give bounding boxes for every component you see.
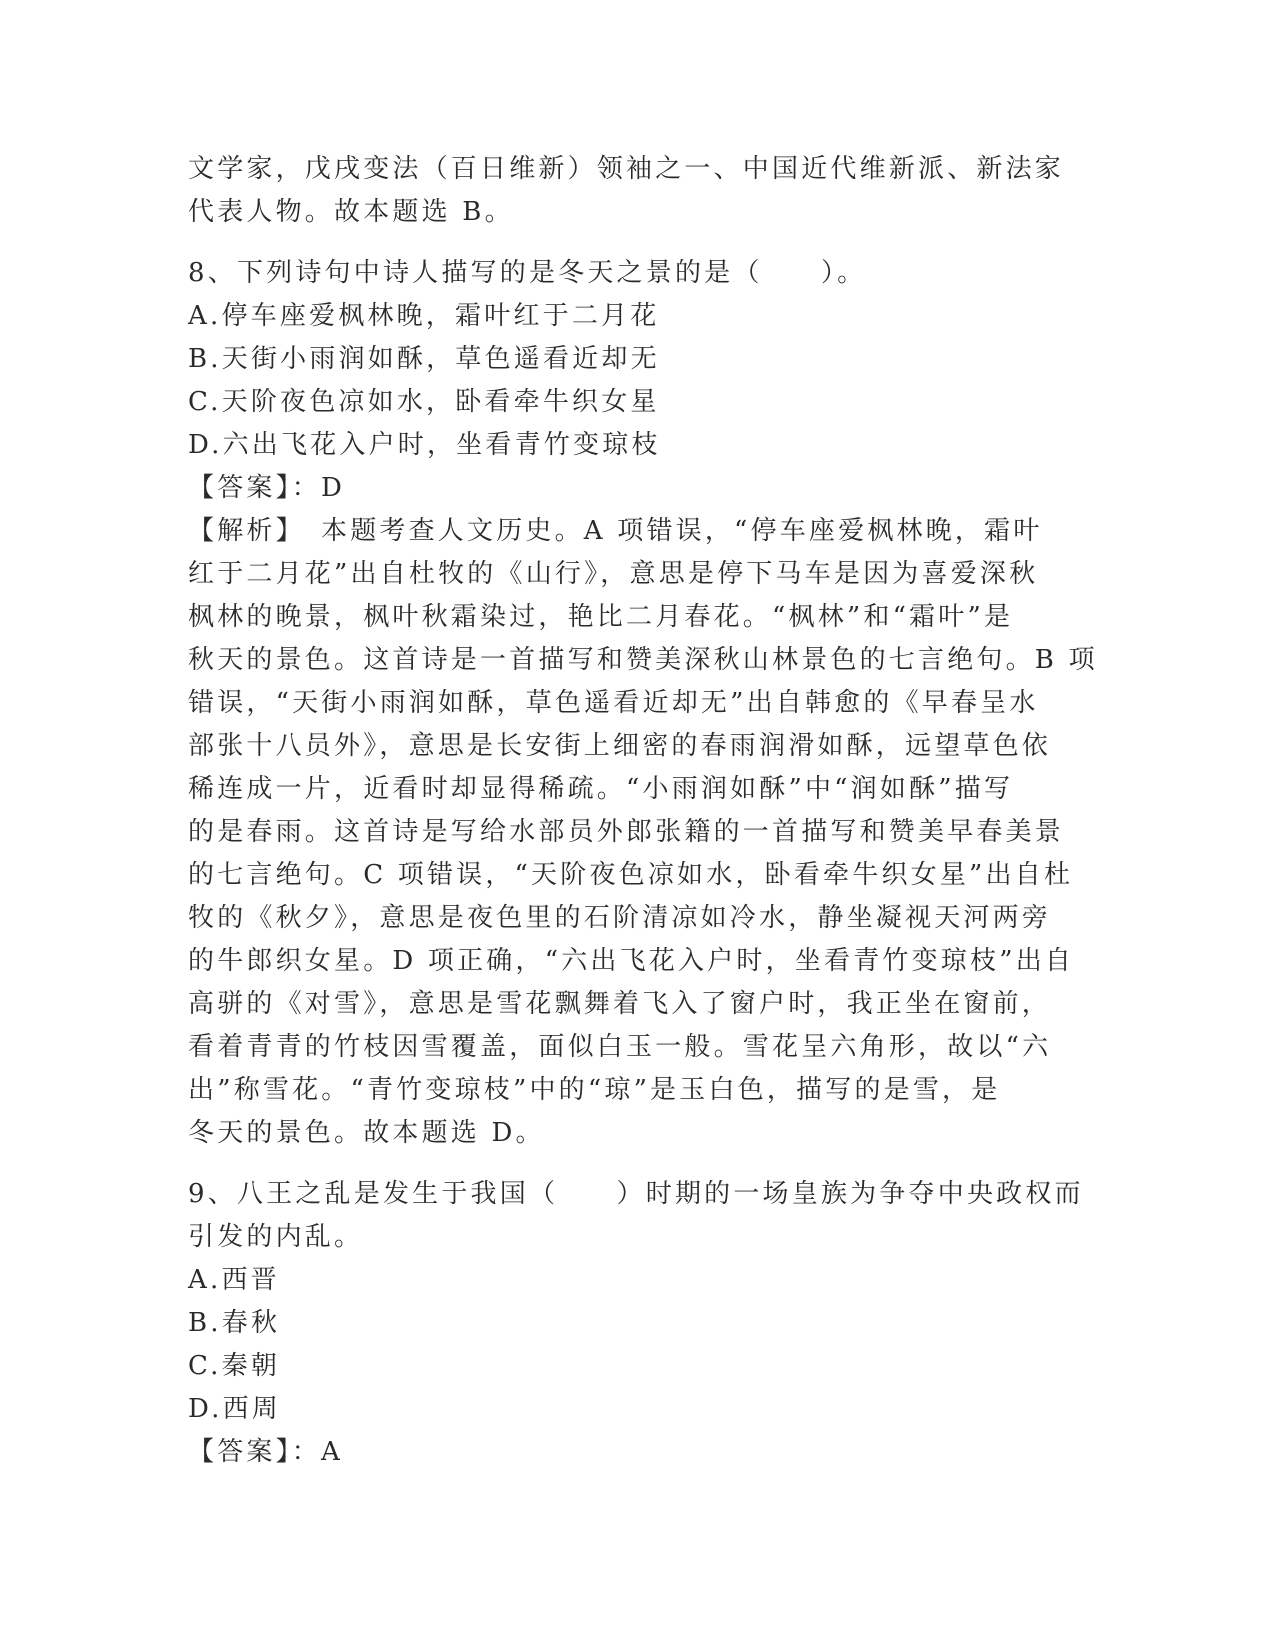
option-d: D.六出飞花入户时，坐看青竹变琼枝 <box>188 430 661 460</box>
option-d: D.西周 <box>188 1394 281 1424</box>
question-9 <box>188 1173 1088 1474</box>
analysis-line: 稀连成一片，近看时却显得稀疏。“小雨润如酥”中“润如酥”描写 <box>188 774 1014 804</box>
answer-line: 【答案】：D <box>188 473 346 503</box>
option-c: C.秦朝 <box>188 1351 281 1381</box>
analysis-line: 【解析】 本题考查人文历史。A 项错误，“停车座爱枫林晚，霜叶 <box>188 516 1043 546</box>
analysis-line: 的七言绝句。C 项错误，“天阶夜色凉如水，卧看牵牛织女星”出自杜 <box>188 860 1074 890</box>
analysis-line: 的牛郎织女星。D 项正确，“六出飞花入户时，坐看青竹变琼枝”出自 <box>188 946 1075 976</box>
analysis-line: 看着青青的竹枝因雪覆盖，面似白玉一般。雪花呈六角形，故以“六 <box>188 1032 1052 1062</box>
analysis-line: 牧的《秋夕》，意思是夜色里的石阶清凉如冷水，静坐凝视天河两旁 <box>188 903 1052 933</box>
paragraph-gap <box>188 234 1088 252</box>
option-a: A.西晋 <box>188 1265 280 1295</box>
option-a: A.停车座爱枫林晚，霜叶红于二月花 <box>188 301 660 331</box>
text-line: 文学家，戊戌变法（百日维新）领袖之一、中国近代维新派、新法家 <box>188 154 1065 184</box>
option-b: B.天街小雨润如酥，草色遥看近却无 <box>188 344 660 374</box>
answer-line: 【答案】：A <box>188 1437 343 1467</box>
analysis-line: 部张十八员外》，意思是长安街上细密的春雨润滑如酥，远望草色依 <box>188 731 1052 761</box>
analysis-line: 的是春雨。这首诗是写给水部员外郎张籍的一首描写和赞美早春美景 <box>188 817 1065 847</box>
question-stem: 引发的内乱。 <box>188 1222 364 1252</box>
previous-analysis-ending <box>188 148 1088 234</box>
text-line: 代表人物。故本题选 B。 <box>188 197 514 227</box>
analysis-line: 高骈的《对雪》，意思是雪花飘舞着飞入了窗户时，我正坐在窗前， <box>188 989 1052 1019</box>
analysis-line: 冬天的景色。故本题选 D。 <box>188 1118 545 1148</box>
question-stem: 9、八王之乱是发生于我国（ ）时期的一场皇族为争夺中央政权而 <box>188 1179 1084 1209</box>
analysis-block <box>188 510 1098 1155</box>
analysis-line: 出”称雪花。“青竹变琼枝”中的“琼”是玉白色，描写的是雪，是 <box>188 1075 1001 1105</box>
analysis-line: 错误，“天街小雨润如酥，草色遥看近却无”出自韩愈的《早春呈水 <box>188 688 1039 718</box>
analysis-line: 秋天的景色。这首诗是一首描写和赞美深秋山林景色的七言绝句。B 项 <box>188 645 1098 675</box>
option-b: B.春秋 <box>188 1308 281 1338</box>
analysis-line: 红于二月花”出自杜牧的《山行》，意思是停下马车是因为喜爱深秋 <box>188 559 1039 589</box>
paragraph-gap <box>188 1155 1088 1173</box>
analysis-line: 枫林的晚景，枫叶秋霜染过，艳比二月春花。“枫林”和“霜叶”是 <box>188 602 1014 632</box>
option-c: C.天阶夜色凉如水，卧看牵牛织女星 <box>188 387 660 417</box>
question-stem: 8、下列诗句中诗人描写的是冬天之景的是（ ）。 <box>188 258 867 288</box>
document-body <box>188 148 1098 1474</box>
question-8 <box>188 252 1098 1155</box>
